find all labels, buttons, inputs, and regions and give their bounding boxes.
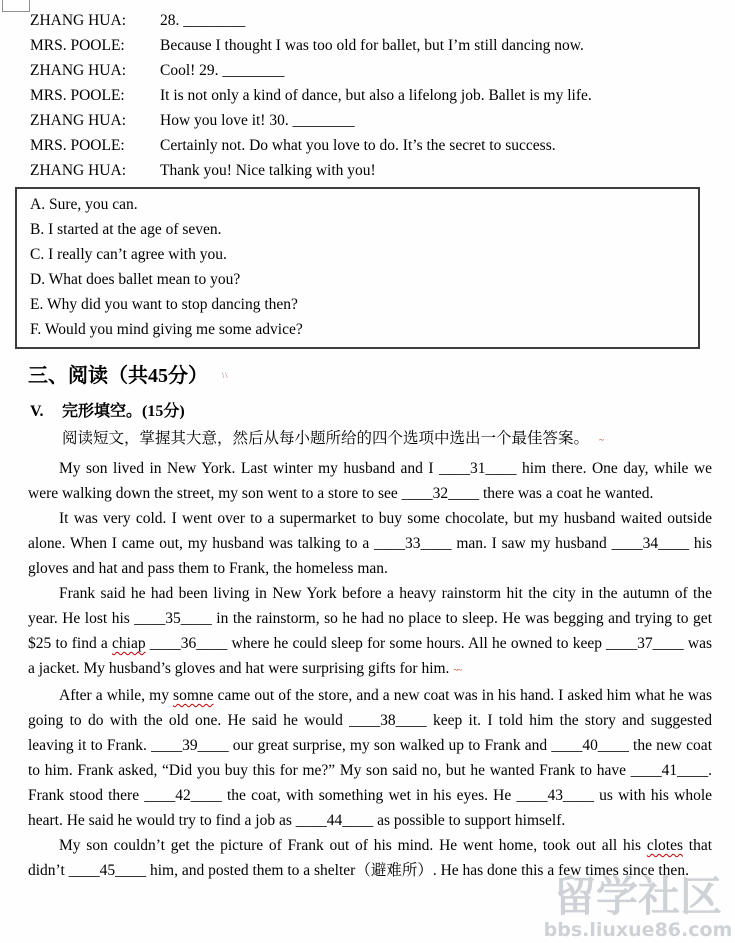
dialogue-text: How you love it! 30. ________ [160, 112, 355, 129]
speaker-label: MRS. POOLE: [30, 87, 125, 104]
watermark [543, 872, 733, 941]
instructions-text: 阅读短文，掌握其大意，然后从每小题所给的四个选项中选出一个最佳答案。 [62, 430, 590, 447]
option-item: B. I started at the age of seven. [30, 221, 222, 238]
option-item: C. I really can’t agree with you. [30, 246, 227, 263]
table-cell-fragment [2, 0, 30, 12]
option-item: F. Would you mind giving me some advice? [30, 321, 303, 338]
dialogue-text: Certainly not. Do what you love to do. It’s the secret to success. [160, 137, 556, 154]
section-title: 三、阅读（共45分） [28, 365, 208, 387]
dialogue-text: It is not only a kind of dance, but also a lifelong job. Ballet is my life. [160, 87, 592, 104]
dialogue-row [30, 133, 715, 158]
paragraph-text: came out of the store, and a new coat was in his hand. I asked him what he was going to do with the old one. He said he would ____38____ keep it. I told him the story and suggested leaving it to Frank. ____39____ our great surprise, my son walked up to Frank and ____40____ the new coat to him. Frank asked, “Did you buy this for me?” My son said no, but he wanted Frank to have ____41____. Frank stood there ____42____ the coat, with something wet in his eyes. He ____43____ us with his whole heart. He said he would try to find a job as ____44____ as possible to support himself. [28, 687, 712, 829]
dialogue-row [30, 158, 715, 183]
speaker-label: ZHANG HUA: [30, 162, 127, 179]
instructions [62, 426, 712, 453]
watermark-url: bbs.liuxue86.com [543, 919, 733, 941]
spellcheck-mark: ~~ [453, 665, 462, 675]
cloze-paragraph-3 [28, 581, 712, 683]
speaker-label: ZHANG HUA: [30, 62, 127, 79]
misspelled-word: chiap [112, 635, 146, 652]
cloze-paragraph-1 [28, 456, 712, 506]
subsection-number: V. [30, 403, 44, 420]
dialogue-row [30, 58, 715, 83]
misspelled-word: clotes [646, 837, 683, 854]
option-item: D. What does ballet mean to you? [30, 271, 241, 288]
dialogue-text: Because I thought I was too old for ballet, but I’m still dancing now. [160, 37, 584, 54]
section-heading [28, 363, 735, 389]
cloze-paragraph-2 [28, 506, 712, 581]
dialogue-row [30, 8, 715, 33]
watermark-logo: 留学社区 [553, 872, 722, 921]
subsection-heading [30, 400, 735, 424]
cloze-paragraph-5 [28, 833, 712, 883]
dialogue-text: Thank you! Nice talking with you! [160, 162, 376, 179]
paragraph-text: It was very cold. I went over to a supermarket to buy some chocolate, but my husband waited outside alone. When I came out, my husband was talking to a ____33____ man. I saw my husband ____34____ his gloves and hat and pass them to Frank, the homeless man. [28, 510, 712, 577]
paragraph-text: that didn’t ____45____ him, and posted them to a shelter（避难所）. He has done this a few times since then. [28, 837, 713, 879]
cloze-paragraph-4 [28, 683, 712, 833]
paragraph-text: My son couldn’t get the picture of Frank out of his mind. He went home, took out all his [59, 837, 647, 854]
misspelled-word: somne [173, 687, 214, 704]
option-item: E. Why did you want to stop dancing then? [30, 296, 298, 313]
speaker-label: ZHANG HUA: [30, 112, 127, 129]
paragraph-text: After a while, my [59, 687, 174, 704]
paragraph-text: Frank said he had been living in New York before a heavy rainstorm hit the city in the autumn of the year. He lost his ____35____ in the rainstorm, so he had no place to sleep. He was begging and trying to get $25 to find a [28, 585, 712, 652]
dialogue-text: 28. ________ [160, 12, 246, 29]
speaker-label: MRS. POOLE: [30, 37, 125, 54]
speaker-label: ZHANG HUA: [30, 12, 127, 29]
spellcheck-mark: \\ [222, 371, 229, 380]
options-box [15, 187, 700, 349]
paragraph-text: ____36____ where he could sleep for some hours. All he owned to keep ____37____ was a jacket. My husband’s gloves and hat were surprising gifts for him. [28, 635, 713, 677]
dialogue-row [30, 33, 715, 58]
paragraph-text: My son lived in New York. Last winter my husband and I ____31____ him there. One day, while we were walking down the street, my son went to a store to see ____32____ there was a coat he wanted. [28, 460, 712, 502]
cloze-passage [0, 456, 735, 883]
option-item: A. Sure, you can. [30, 196, 138, 213]
dialogue-text: Cool! 29. ________ [160, 62, 285, 79]
dialogue-row [30, 83, 715, 108]
spellcheck-mark: ~ [599, 435, 604, 445]
speaker-label: MRS. POOLE: [30, 137, 125, 154]
subsection-title: 完形填空。(15分) [62, 403, 185, 420]
dialogue-row [30, 108, 715, 133]
dialogue-section [0, 0, 735, 183]
